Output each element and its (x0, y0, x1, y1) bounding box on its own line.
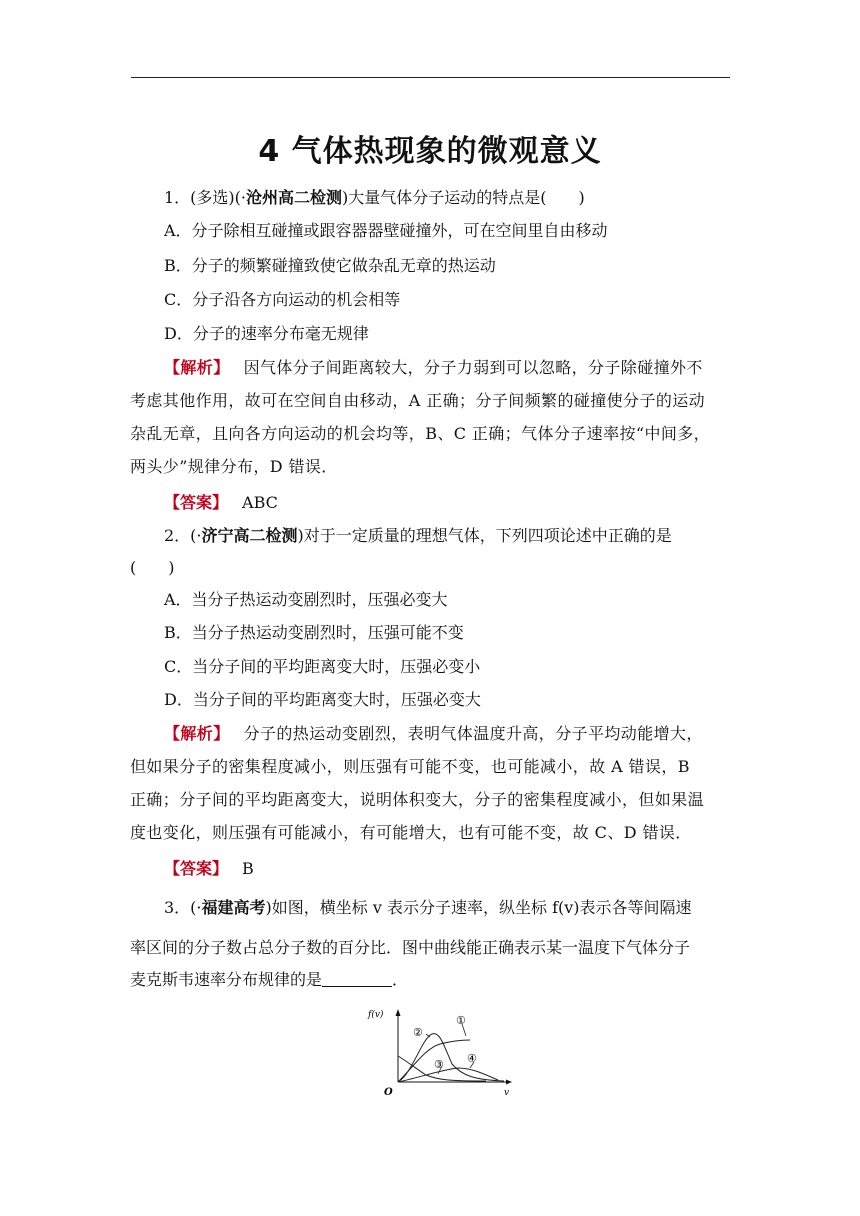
q3-stem-suffix: )如图，横坐标 v 表示分子速率，纵坐标 f(v)表示各等间隔速 (265, 898, 692, 917)
q1-answer (164, 492, 278, 514)
q2-analysis-line-1 (164, 723, 703, 745)
q1-analysis-line-2: 考虑其他作用，故可在空间自由移动，A 正确；分子间频繁的碰撞使分子的运动 (130, 391, 706, 410)
q2-answer (164, 858, 254, 880)
q1-stem-prefix: 1．(多选)(· (164, 188, 246, 207)
answer-blank (322, 972, 392, 987)
q1-option-c: C．分子沿各方向运动的机会相等 (164, 290, 401, 309)
curve-label-3: ③ (434, 1058, 444, 1071)
q1-analysis-text-1: 因气体分子间距离较大，分子力弱到可以忽略，分子除碰撞外不 (243, 358, 703, 377)
q1-analysis-line-1 (164, 357, 703, 379)
q2-source: 济宁高二检测 (201, 526, 298, 545)
origin-label: O (384, 1087, 393, 1098)
q2-analysis-text-1: 分子的热运动变剧烈，表明气体温度升高，分子平均动能增大， (243, 724, 703, 743)
q1-analysis-line-3: 杂乱无章，且向各方向运动的机会均等，B、C 正确；气体分子速率按“中间多， (130, 424, 711, 443)
page-title: 4 气体热现象的微观意义 (258, 134, 602, 169)
q1-stem-suffix: )大量气体分子运动的特点是( ) (342, 188, 585, 207)
q1-analysis-label: 【解析】 (164, 358, 230, 377)
q3-stem (164, 897, 692, 919)
q1-option-a: A．分子除相互碰撞或跟容器器壁碰撞外，可在空间里自由移动 (164, 221, 608, 240)
q3-stem-line-3-end: ． (392, 970, 409, 989)
q1-stem (164, 187, 585, 209)
q2-option-b: B．当分子热运动变剧烈时，压强可能不变 (164, 623, 464, 642)
x-axis-arrow (506, 1080, 512, 1085)
y-axis-label: f(v) (368, 1010, 384, 1020)
curve-2 (398, 1034, 504, 1082)
q1-answer-value: ABC (242, 493, 278, 512)
q2-stem-suffix: )对于一定质量的理想气体，下列四项论述中正确的是 (297, 526, 672, 545)
q2-analysis-line-2: 但如果分子的密集程度减小，则压强有可能不变，也可能减小，故 A 错误，B (130, 757, 690, 776)
q2-stem (164, 525, 672, 547)
q2-option-c: C．当分子间的平均距离变大时，压强必变小 (164, 657, 481, 676)
q2-option-d: D．当分子间的平均距离变大时，压强必变大 (164, 690, 481, 709)
q1-option-b: B．分子的频繁碰撞致使它做杂乱无章的热运动 (164, 256, 496, 275)
q2-answer-label: 【答案】 (164, 859, 229, 878)
q3-stem-line-2: 率区间的分子数占总分子数的百分比．图中曲线能正确表示某一温度下气体分子 (130, 938, 691, 957)
curve-label-2: ② (413, 1026, 423, 1039)
speed-distribution-figure (366, 1004, 518, 1098)
q2-option-a: A．当分子热运动变剧烈时，压强必变大 (164, 590, 448, 609)
q3-source: 福建高考 (201, 898, 266, 917)
header-rule (131, 77, 730, 78)
q3-stem-line-3 (130, 969, 408, 991)
q2-stem-prefix: 2．(· (164, 526, 202, 545)
q2-stem-line-2: ( ) (130, 558, 175, 577)
q1-answer-label: 【答案】 (164, 493, 229, 512)
q1-option-d: D．分子的速率分布毫无规律 (164, 324, 369, 343)
q1-analysis-line-4: 两头少”规律分布，D 错误． (130, 457, 338, 476)
x-axis-label: v (504, 1088, 510, 1098)
q2-analysis-label: 【解析】 (164, 724, 230, 743)
q1-source: 沧州高二检测 (246, 188, 343, 207)
curve-label-1: ① (456, 1014, 466, 1027)
q3-stem-prefix: 3．(· (164, 898, 202, 917)
y-axis-arrow (396, 1009, 401, 1016)
q3-stem-line-3-text: 麦克斯韦速率分布规律的是 (130, 970, 323, 989)
curve-label-4: ④ (467, 1052, 477, 1065)
q2-answer-value: B (242, 859, 254, 878)
q2-analysis-line-3: 正确；分子间的平均距离变大，说明体积变大，分子的密集程度减小，但如果温 (130, 790, 705, 809)
q2-analysis-line-4: 度也变化，则压强有可能减小，有可能增大，也有可能不变，故 C、D 错误． (130, 823, 692, 842)
